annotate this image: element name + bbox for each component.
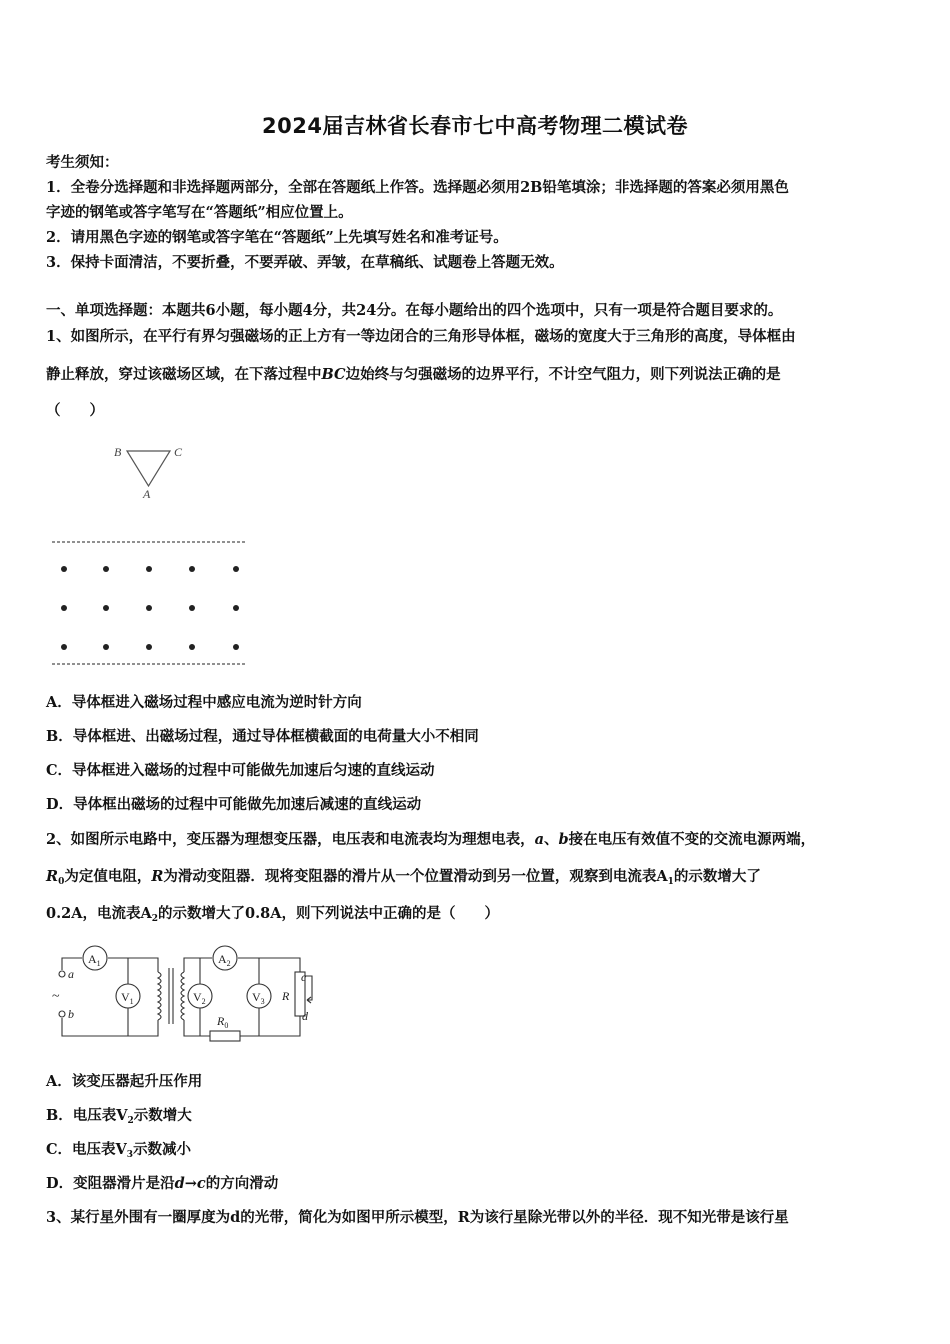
q2-stem-text-b: 接在电压有效值不变的交流电源两端， — [568, 831, 816, 848]
q1-stem-line-2 — [46, 364, 916, 386]
q1-var-bc: BC — [321, 366, 346, 383]
notice-heading: 考生须知： — [46, 154, 119, 171]
q2-rheostat-r-label: R — [282, 989, 290, 1003]
q2-terminal-a — [59, 971, 65, 977]
q2-option-a: A．该变压器起升压作用 — [46, 1073, 203, 1090]
q2-a1-sub: 1 — [667, 877, 674, 887]
section-heading: 一、单项选择题：本题共6小题，每小题4分，共24分。在每小题给出的四个选项中，只有一项是符合题目要求的。 — [46, 302, 783, 319]
q2-resistor-r0-label: $R_0$ — [217, 1014, 229, 1030]
q2-stem-text-f: 0.2A，电流表A — [46, 905, 152, 922]
q1-stem-text-b: 边始终与匀强磁场的边界平行，不计空气阻力，则下列说法正确的是 — [345, 366, 781, 383]
q2-stem-text-e: 的示数增大了 — [673, 868, 761, 885]
q2-resistor-r0 — [210, 1031, 240, 1041]
q2-transformer-secondary-coil — [181, 972, 184, 1020]
q2-stem-text-a: 2、如图所示电路中，变压器为理想变压器，电压表和电流表均为理想电表， — [46, 831, 535, 848]
notice-line-1: 1．全卷分选择题和非选择题两部分，全部在答题纸上作答。选择题必须用2B铅笔填涂；非选择题的答案必须用黑色 — [46, 179, 789, 196]
q2-stem-line-2 — [46, 866, 916, 888]
q2-option-b-text-b: 示数增大 — [133, 1107, 192, 1124]
q2-var-a: a — [534, 831, 544, 848]
q2-rheostat-c-label: c — [301, 970, 307, 984]
q2-stem-text-d: 为滑动变阻器．现将变阻器的滑片从一个位置滑动到另一位置，观察到电流表A — [163, 868, 668, 885]
q2-ammeter-a1-label: $A_1$ — [88, 952, 101, 968]
q2-var-r0: R — [46, 868, 59, 885]
q2-option-d-text-b: 的方向滑动 — [205, 1175, 279, 1192]
q2-option-d-text-a: D．变阻器滑片是沿 — [46, 1175, 175, 1192]
q1-triangle-frame — [127, 451, 170, 486]
q2-option-d — [46, 1173, 916, 1195]
q2-terminal-b — [59, 1011, 65, 1017]
q1-field-dots — [61, 566, 239, 650]
q2-voltmeter-v3-label: $V_3$ — [252, 990, 265, 1006]
q2-a2-sub: 2 — [151, 914, 158, 924]
q2-stem-text-c: 为定值电阻， — [64, 868, 152, 885]
q1-stem-text-a: 静止释放，穿过该磁场区域，在下落过程中 — [46, 366, 322, 383]
q2-stem-text-g: 的示数增大了0.8A，则下列说法中正确的是（ ） — [158, 905, 499, 922]
q2-ammeter-a2-label: $A_2$ — [218, 952, 231, 968]
q1-label-c: C — [174, 445, 183, 459]
q2-separator: 、 — [544, 831, 559, 848]
q2-option-b-sub: 2 — [127, 1116, 134, 1126]
q2-option-c-text-b: 示数减小 — [133, 1141, 192, 1158]
q2-option-b — [46, 1105, 916, 1127]
q1-answer-blank: （ ） — [46, 402, 104, 419]
q1-stem-line-1: 1、如图所示，在平行有界匀强磁场的正上方有一等边闭合的三角形导体框，磁场的宽度大于三角形的高度，导体框由 — [46, 328, 796, 345]
q2-primary-wires — [62, 958, 158, 1036]
notice-line-3: 2．请用黑色字迹的钢笔或答字笔在“答题纸”上先填写姓名和准考证号。 — [46, 229, 508, 246]
q2-rheostat-d-label: d — [302, 1009, 308, 1023]
q2-option-c — [46, 1139, 916, 1161]
q2-option-c-text-a: C．电压表V — [46, 1141, 127, 1158]
notice-line-4: 3．保持卡面清洁，不要折叠，不要弄破、弄皱，在草稿纸、试题卷上答题无效。 — [46, 254, 564, 271]
q2-voltmeter-v1-label: $V_1$ — [121, 990, 134, 1006]
q2-var-r: R — [151, 868, 164, 885]
q2-terminal-a-label: a — [68, 967, 74, 981]
q1-label-a: A — [143, 487, 151, 501]
notice-line-2: 字迹的钢笔或答字笔写在“答题纸”相应位置上。 — [46, 204, 353, 221]
q2-var-r0-sub: 0 — [58, 877, 65, 887]
q2-option-c-sub: 3 — [126, 1150, 134, 1160]
q3-stem-line-1: 3、某行星外围有一圈厚度为d的光带，简化为如图甲所示模型，R为该行星除光带以外的半径．现不知光带是该行星 — [46, 1209, 789, 1226]
q2-var-b: b — [558, 831, 569, 848]
q2-terminal-b-label: b — [68, 1007, 74, 1021]
q1-option-b: B．导体框进、出磁场过程，通过导体框横截面的电荷量大小不相同 — [46, 728, 479, 745]
q2-transformer-primary-coil — [158, 972, 161, 1020]
q1-option-d: D．导体框出磁场的过程中可能做先加速后减速的直线运动 — [46, 796, 422, 813]
q2-circuit-diagram — [50, 940, 320, 1045]
q2-option-b-text-a: B．电压表V — [46, 1107, 128, 1124]
q1-figure — [40, 438, 270, 673]
q1-label-b: B — [114, 445, 122, 459]
q2-stem-line-3 — [46, 903, 916, 925]
q1-option-a: A．导体框进入磁场过程中感应电流为逆时针方向 — [46, 694, 362, 711]
q1-option-c: C．导体框进入磁场的过程中可能做先加速后匀速的直线运动 — [46, 762, 435, 779]
q2-voltmeter-v2-label: $V_2$ — [193, 990, 206, 1006]
q2-stem-line-1 — [46, 829, 916, 851]
q2-ac-source-symbol: ~ — [52, 989, 60, 1004]
q2-option-d-var: d→c — [174, 1175, 206, 1192]
exam-title: 2024届吉林省长春市七中高考物理二模试卷 — [262, 114, 688, 138]
